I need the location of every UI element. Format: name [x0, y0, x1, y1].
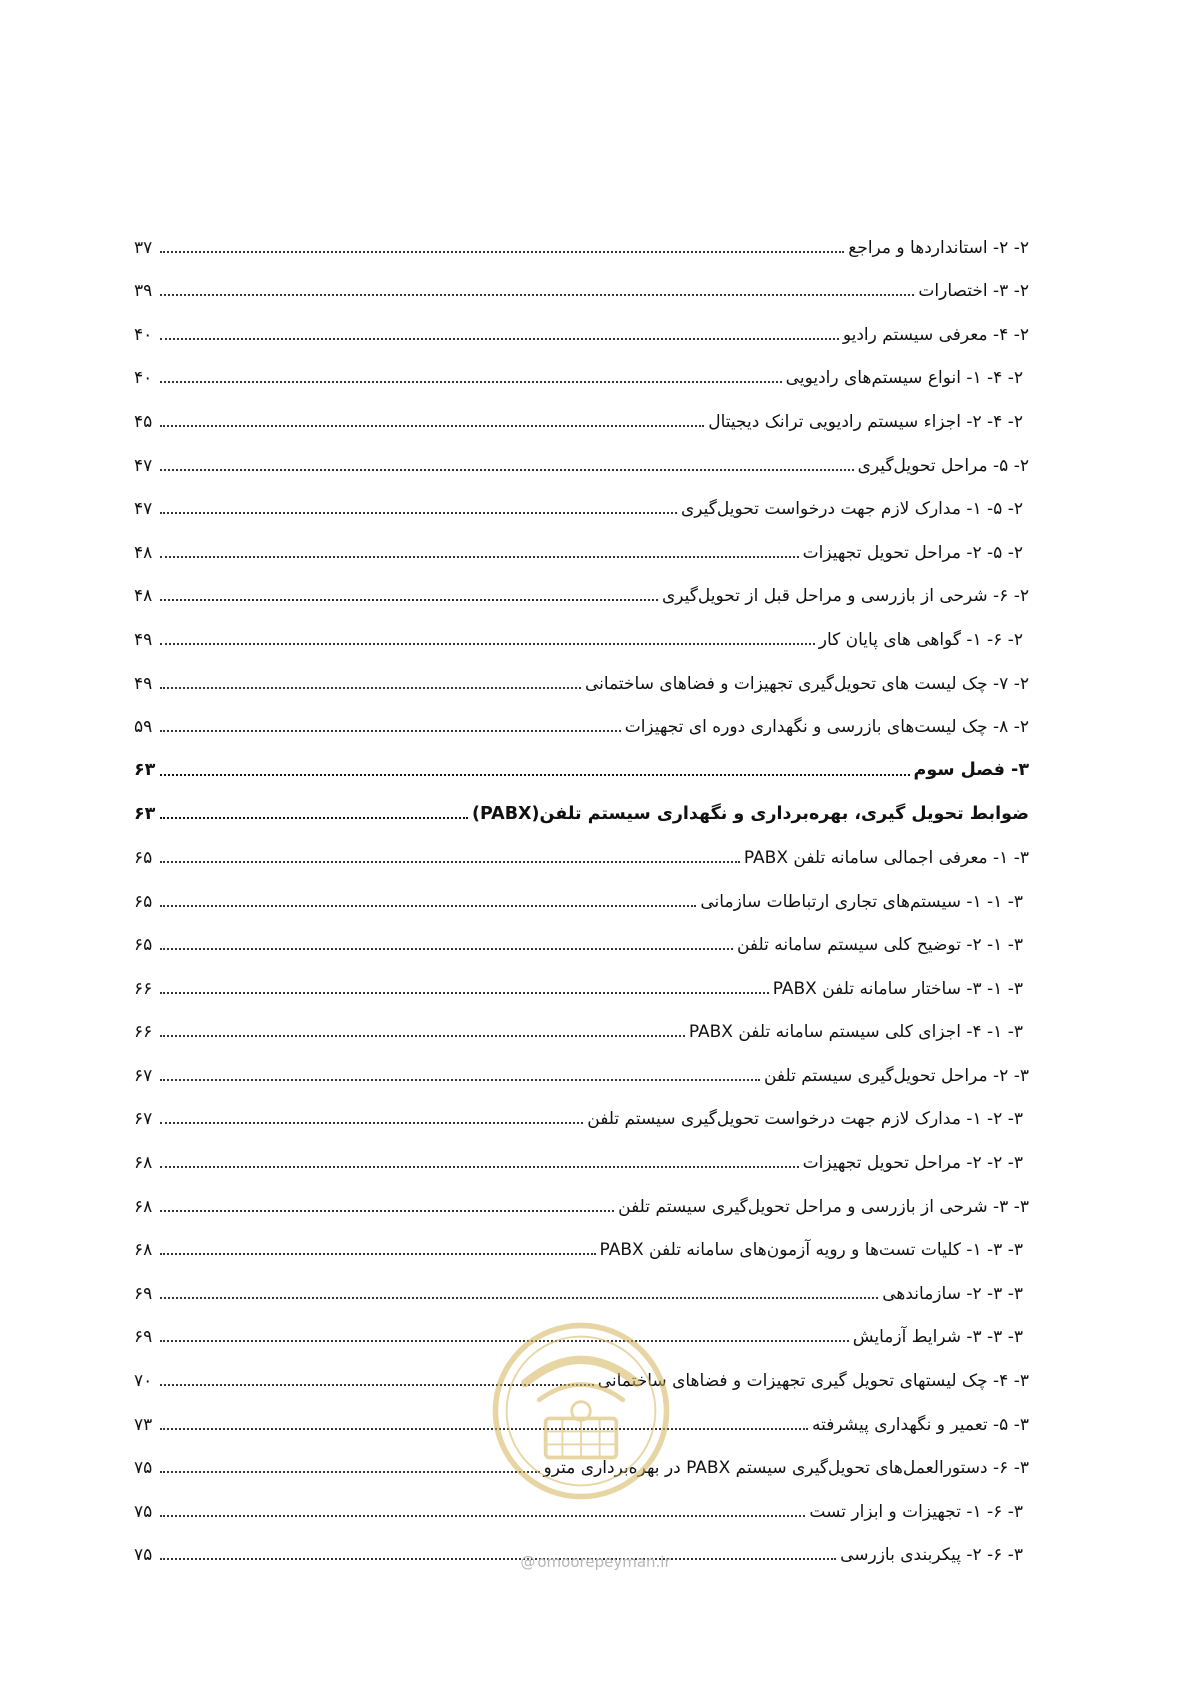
toc-entry[interactable]	[134, 911, 1029, 955]
toc-dot-leader	[160, 1428, 808, 1430]
toc-entry-page-number: ۴۹	[134, 629, 153, 650]
toc-entry-title: ۳- ۶- دستورالعمل‌های تحویل‌گیری سیستم PABX در بهره‌برداری مترو	[543, 1458, 1029, 1479]
toc-entry-page-number: ۳۹	[134, 281, 153, 302]
footer-watermark	[0, 1553, 1191, 1571]
toc-entry[interactable]	[134, 605, 1029, 649]
toc-entry-page-number: ۴۸	[134, 542, 153, 563]
toc-dot-leader	[160, 730, 621, 732]
toc-entry[interactable]	[134, 780, 1029, 824]
instagram-icon: @	[520, 1553, 536, 1571]
toc-entry-page-number: ۴۷	[134, 499, 153, 520]
toc-dot-leader	[160, 1079, 760, 1081]
toc-entry-title: ۲- ۳- اختصارات	[918, 281, 1029, 302]
toc-entry-title: ۲- ۸- چک لیست‌های بازرسی و نگهداری دوره ای تجهیزات	[624, 717, 1029, 738]
toc-entry-title: ۲- ۴- ۱- انواع سیستم‌های رادیویی	[785, 368, 1023, 389]
toc-entry[interactable]	[134, 998, 1029, 1042]
toc-entry-title: ۳- ۶- ۲- پیکربندی بازرسی	[840, 1545, 1023, 1566]
toc-entry-page-number: ۶۵	[134, 935, 153, 956]
toc-entry-page-number: ۶۸	[134, 1240, 153, 1261]
toc-entry-title: ۲- ۶- شرحی از بازرسی و مراحل قبل از تحویل‌گیری	[661, 586, 1029, 607]
toc-entry[interactable]	[134, 1128, 1029, 1172]
toc-entry[interactable]	[134, 431, 1029, 475]
toc-entry-title: ۳- ۳- ۱- کلیات تست‌ها و رویه آزمون‌های سامانه تلفن PABX	[599, 1240, 1023, 1261]
toc-entry-title: ۲- ۶- ۱- گواهی های پایان کار	[818, 629, 1023, 650]
toc-entry[interactable]	[134, 736, 1029, 780]
toc-entry-title: ۳- ۱- ۱- سیستم‌های تجاری ارتباطات سازمانی	[700, 891, 1023, 912]
toc-entry-title: ۲- ۴- ۲- اجزاء سیستم رادیویی ترانک دیجیتال	[708, 411, 1023, 432]
toc-entry-page-number: ۴۰	[134, 368, 153, 389]
toc-entry[interactable]	[134, 257, 1029, 301]
toc-entry-page-number: ۶۳	[134, 760, 156, 781]
toc-entry[interactable]	[134, 344, 1029, 388]
toc-dot-leader	[160, 599, 658, 601]
toc-dot-leader	[160, 1297, 878, 1299]
toc-entry-title: ضوابط تحویل گیری، بهره‌برداری و نگهداری سیستم تلفن(PABX)	[471, 803, 1029, 824]
toc-entry-title: ۳- ۱- ۲- توضیح کلی سیستم سامانه تلفن	[736, 935, 1023, 956]
toc-entry-page-number: ۴۰	[134, 324, 153, 345]
toc-entry[interactable]	[134, 300, 1029, 344]
toc-dot-leader	[160, 1210, 614, 1212]
toc-dot-leader	[160, 1515, 805, 1517]
toc-entry-page-number: ۴۷	[134, 455, 153, 476]
toc-entry[interactable]	[134, 649, 1029, 693]
omoorepeyman-logo-watermark	[488, 1318, 674, 1504]
toc-dot-leader	[160, 556, 799, 558]
toc-entry-page-number: ۶۸	[134, 1153, 153, 1174]
toc-entry-page-number: ۷۳	[134, 1414, 153, 1435]
toc-entry-title: ۳- ۲- ۱- مدارک لازم جهت درخواست تحویل‌گیری سیستم تلفن	[587, 1109, 1023, 1130]
toc-entry-title: ۳- ۳- شرحی از بازرسی و مراحل تحویل‌گیری سیستم تلفن	[618, 1196, 1029, 1217]
toc-dot-leader	[160, 948, 733, 950]
toc-entry-page-number: ۶۵	[134, 847, 153, 868]
toc-entry-page-number: ۵۹	[134, 717, 153, 738]
toc-dot-leader	[160, 905, 696, 907]
toc-entry-title: ۳- ۳- ۲- سازماندهی	[882, 1283, 1023, 1304]
toc-dot-leader	[160, 861, 740, 863]
toc-dot-leader	[160, 1035, 685, 1037]
toc-entry-page-number: ۴۵	[134, 411, 153, 432]
toc-entry-page-number: ۶۵	[134, 891, 153, 912]
toc-entry-title: ۲- ۵- مراحل تحویل‌گیری	[857, 455, 1029, 476]
toc-dot-leader	[160, 1122, 583, 1124]
toc-entry-title: ۳- ۱- ۴- اجزای کلی سیستم سامانه تلفن PABX	[688, 1022, 1023, 1043]
toc-dot-leader	[160, 469, 854, 471]
toc-entry-title: ۳- ۲- ۲- مراحل تحویل تجهیزات	[802, 1153, 1023, 1174]
toc-entry-page-number: ۴۹	[134, 673, 153, 694]
toc-entry-page-number: ۳۷	[134, 237, 153, 258]
footer-handle: omoorepeyman.ir	[537, 1553, 671, 1571]
toc-entry-title: ۳- ۱- معرفی اجمالی سامانه تلفن PABX	[743, 847, 1029, 868]
toc-entry[interactable]	[134, 867, 1029, 911]
toc-entry[interactable]	[134, 1085, 1029, 1129]
toc-dot-leader	[160, 1253, 596, 1255]
toc-dot-leader	[160, 687, 581, 689]
toc-entry-title: ۲- ۵- ۲- مراحل تحویل تجهیزات	[802, 542, 1023, 563]
toc-dot-leader	[160, 992, 769, 994]
toc-entry-title: ۳- ۱- ۳- ساختار سامانه تلفن PABX	[772, 978, 1023, 999]
toc-entry-title: ۳- ۲- مراحل تحویل‌گیری سیستم تلفن	[763, 1065, 1029, 1086]
toc-entry-title: ۳- ۴- چک لیستهای تحویل گیری تجهیزات و فضاهای ساختمانی	[597, 1371, 1029, 1392]
toc-entry[interactable]	[134, 1259, 1029, 1303]
toc-dot-leader	[160, 774, 910, 776]
toc-dot-leader	[160, 338, 839, 340]
toc-entry-title: ۳- فصل سوم	[913, 760, 1029, 781]
toc-entry-title: ۳- ۶- ۱- تجهیزات و ابزار تست	[809, 1501, 1023, 1522]
toc-dot-leader	[160, 381, 782, 383]
toc-dot-leader	[160, 251, 844, 253]
toc-entry[interactable]	[134, 823, 1029, 867]
toc-dot-leader	[160, 425, 704, 427]
toc-entry-page-number: ۷۰	[134, 1371, 153, 1392]
toc-dot-leader	[160, 1166, 799, 1168]
toc-entry-page-number: ۶۹	[134, 1283, 153, 1304]
toc-entry-page-number: ۷۵	[134, 1501, 153, 1522]
toc-entry[interactable]	[134, 1041, 1029, 1085]
toc-entry[interactable]	[134, 213, 1029, 257]
toc-entry-page-number: ۶۶	[134, 1022, 153, 1043]
toc-entry[interactable]	[134, 475, 1029, 519]
toc-entry-page-number: ۴۸	[134, 586, 153, 607]
toc-entry[interactable]	[134, 387, 1029, 431]
toc-entry[interactable]	[134, 1216, 1029, 1260]
toc-entry[interactable]	[134, 1172, 1029, 1216]
toc-entry[interactable]	[134, 954, 1029, 998]
toc-entry-title: ۳- ۳- ۳- شرایط آزمایش	[852, 1327, 1023, 1348]
toc-entry-title: ۲- ۴- معرفی سیستم رادیو	[842, 324, 1029, 345]
toc-entry-title: ۲- ۷- چک لیست های تحویل‌گیری تجهیزات و فضاهای ساختمانی	[585, 673, 1029, 694]
toc-entry-title: ۲- ۵- ۱- مدارک لازم جهت درخواست تحویل‌گیری	[680, 499, 1023, 520]
toc-entry-page-number: ۶۹	[134, 1327, 153, 1348]
toc-dot-leader	[160, 294, 914, 296]
toc-entry-title: ۳- ۵- تعمیر و نگهداری پیشرفته	[812, 1414, 1029, 1435]
toc-dot-leader	[160, 512, 677, 514]
toc-entry-title: ۲- ۲- استانداردها و مراجع	[848, 237, 1029, 258]
toc-dot-leader	[160, 817, 468, 819]
toc-entry-page-number: ۶۸	[134, 1196, 153, 1217]
toc-entry[interactable]	[134, 562, 1029, 606]
toc-entry[interactable]	[134, 518, 1029, 562]
toc-entry-page-number: ۷۵	[134, 1458, 153, 1479]
toc-entry-page-number: ۶۳	[134, 803, 156, 824]
toc-entry[interactable]	[134, 693, 1029, 737]
toc-entry-page-number: ۶۷	[134, 1065, 153, 1086]
toc-entry-page-number: ۶۶	[134, 978, 153, 999]
toc-entry-page-number: ۶۷	[134, 1109, 153, 1130]
toc-entry-page-number: ۷۵	[134, 1545, 153, 1566]
toc-dot-leader	[160, 643, 815, 645]
toc-dot-leader	[160, 1471, 540, 1473]
